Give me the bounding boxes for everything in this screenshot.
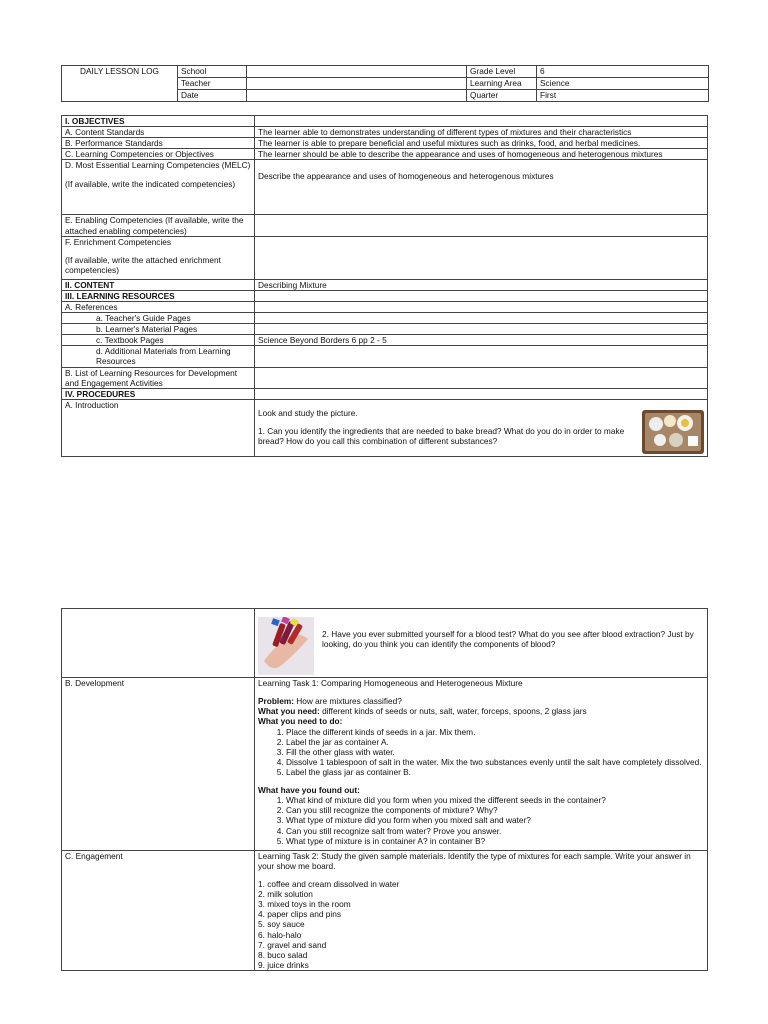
enrichment-note: (If available, write the attached enrichment competencies)	[65, 254, 221, 275]
performance-standards-label: B. Performance Standards	[62, 138, 255, 149]
list-item: 6. halo-halo	[258, 929, 302, 940]
found-list	[258, 795, 704, 846]
date-value	[247, 90, 467, 102]
content-value: Describing Mixture	[255, 279, 708, 290]
grade-value: 6	[537, 66, 709, 78]
list-item: 5. soy sauce	[258, 919, 305, 930]
school-label: School	[178, 66, 247, 78]
procedures-table	[61, 608, 708, 971]
quarter-value: First	[537, 90, 709, 102]
enrichment-label: F. Enrichment Competencies	[65, 236, 172, 247]
list-item: 1. What kind of mixture did you form when you mixed the different seeds in the container?	[286, 795, 704, 805]
teacher-label: Teacher	[178, 78, 247, 90]
procedures-heading: IV. PROCEDURES	[62, 388, 255, 399]
todo-label: What you need to do:	[258, 716, 343, 727]
log-title: DAILY LESSON LOG	[62, 66, 178, 102]
quarter-label: Quarter	[467, 90, 537, 102]
problem-text: How are mixtures classified?	[293, 696, 402, 707]
list-item: 5. Label the glass jar as container B.	[286, 767, 704, 777]
area-value: Science	[537, 78, 709, 90]
need-label: What you need:	[258, 706, 320, 717]
list-item: 4. paper clips and pins	[258, 909, 342, 920]
competencies-label: C. Learning Competencies or Objectives	[62, 149, 255, 160]
lesson-table	[61, 115, 708, 457]
intro-label: A. Introduction	[62, 399, 255, 456]
list-item: 5. What type of mixture is in container A? in container B?	[286, 836, 704, 846]
list-item: 3. Fill the other glass with water.	[286, 747, 704, 757]
list-item: 1. Place the different kinds of seeds in a jar. Mix them.	[286, 727, 704, 737]
found-label: What have you found out:	[258, 785, 360, 796]
melc-cell	[62, 160, 255, 215]
task1-title: Learning Task 1: Comparing Homogeneous and Heterogeneous Mixture	[258, 678, 523, 689]
steps-list	[258, 727, 704, 778]
content-standards-label: A. Content Standards	[62, 127, 255, 138]
header-table	[61, 65, 709, 102]
melc-value: Describe the appearance and uses of homogeneous and heterogenous mixtures	[258, 171, 554, 182]
additional-label: d. Additional Materials from Learning Resources	[62, 346, 255, 367]
teacher-value	[247, 78, 467, 90]
list-item: 1. coffee and cream dissolved in water	[258, 878, 400, 889]
objectives-heading: I. OBJECTIVES	[62, 116, 255, 127]
list-item: 2. milk solution	[258, 889, 313, 900]
date-label: Date	[178, 90, 247, 102]
performance-standards-value: The learner is able to prepare beneficial and useful mixtures such as drinks, food, and herbal medicines.	[255, 138, 708, 149]
enabling-label: E. Enabling Competencies (If available, write the attached enabling competencies)	[62, 215, 255, 236]
content-standards-value: The learner able to demonstrates understanding of different types of mixtures and their characteristics	[255, 127, 708, 138]
textbook-value: Science Beyond Borders 6 pp 2 - 5	[255, 335, 708, 346]
list-label: B. List of Learning Resources for Development and Engagement Activities	[62, 367, 255, 388]
list-item: 2. Can you still recognize the components of mixture? Why?	[286, 805, 704, 815]
development-label: B. Development	[62, 678, 255, 851]
engagement-label: C. Engagement	[62, 850, 255, 970]
list-item: 8. buco salad	[258, 949, 308, 960]
list-item: 9. juice drinks	[258, 959, 309, 970]
competencies-value: The learner should be able to describe the appearance and uses of homogeneous and heterogenous mixtures	[255, 149, 708, 160]
area-label: Learning Area	[467, 78, 537, 90]
melc-note: (If available, write the indicated competencies)	[65, 178, 236, 189]
content-heading: II. CONTENT	[62, 279, 255, 290]
list-item: 3. What type of mixture did you form when you mixed salt and water?	[286, 815, 704, 825]
references-label: A. References	[62, 301, 255, 312]
intro-question1: 1. Can you identify the ingredients that are needed to bake bread? What do you do in order to make bread? How do you call this combination of different substances?	[258, 425, 625, 447]
list-item: 7. gravel and sand	[258, 939, 327, 950]
tg-label: a. Teacher's Guide Pages	[62, 312, 255, 323]
resources-heading: III. LEARNING RESOURCES	[62, 290, 255, 301]
list-item: 4. Can you still recognize salt from water? Prove you answer.	[286, 826, 704, 836]
bread-ingredients-image	[642, 410, 704, 456]
intro-line1: Look and study the picture.	[258, 407, 358, 418]
problem-label: Problem:	[258, 696, 294, 707]
list-item: 4. Dissolve 1 tablespoon of salt in the water. Mix the two substances evenly until the salt have completely dissolved.	[286, 757, 704, 767]
blood-test-image	[258, 617, 314, 677]
textbook-label: c. Textbook Pages	[62, 335, 255, 346]
lm-label: b. Learner's Material Pages	[62, 324, 255, 335]
intro-question2: 2. Have you ever submitted yourself for a blood test? What do you see after blood extraction? Just by looking, do you think you can identify the components of blood?	[322, 629, 694, 650]
list-item: 2. Label the jar as container A.	[286, 737, 704, 747]
enrichment-cell	[62, 236, 255, 279]
grade-label: Grade Level	[467, 66, 537, 78]
melc-label: D. Most Essential Learning Competencies (MELC)	[65, 160, 251, 171]
need-text: different kinds of seeds or nuts, salt, water, forceps, spoons, 2 glass jars	[319, 706, 587, 717]
samples-list	[258, 879, 704, 970]
school-value	[247, 66, 467, 78]
list-item: 3. mixed toys in the room	[258, 899, 351, 910]
task2-title: Learning Task 2: Study the given sample materials. Identify the type of mixtures for each sample. Write your answer in your show me board.	[258, 850, 691, 871]
